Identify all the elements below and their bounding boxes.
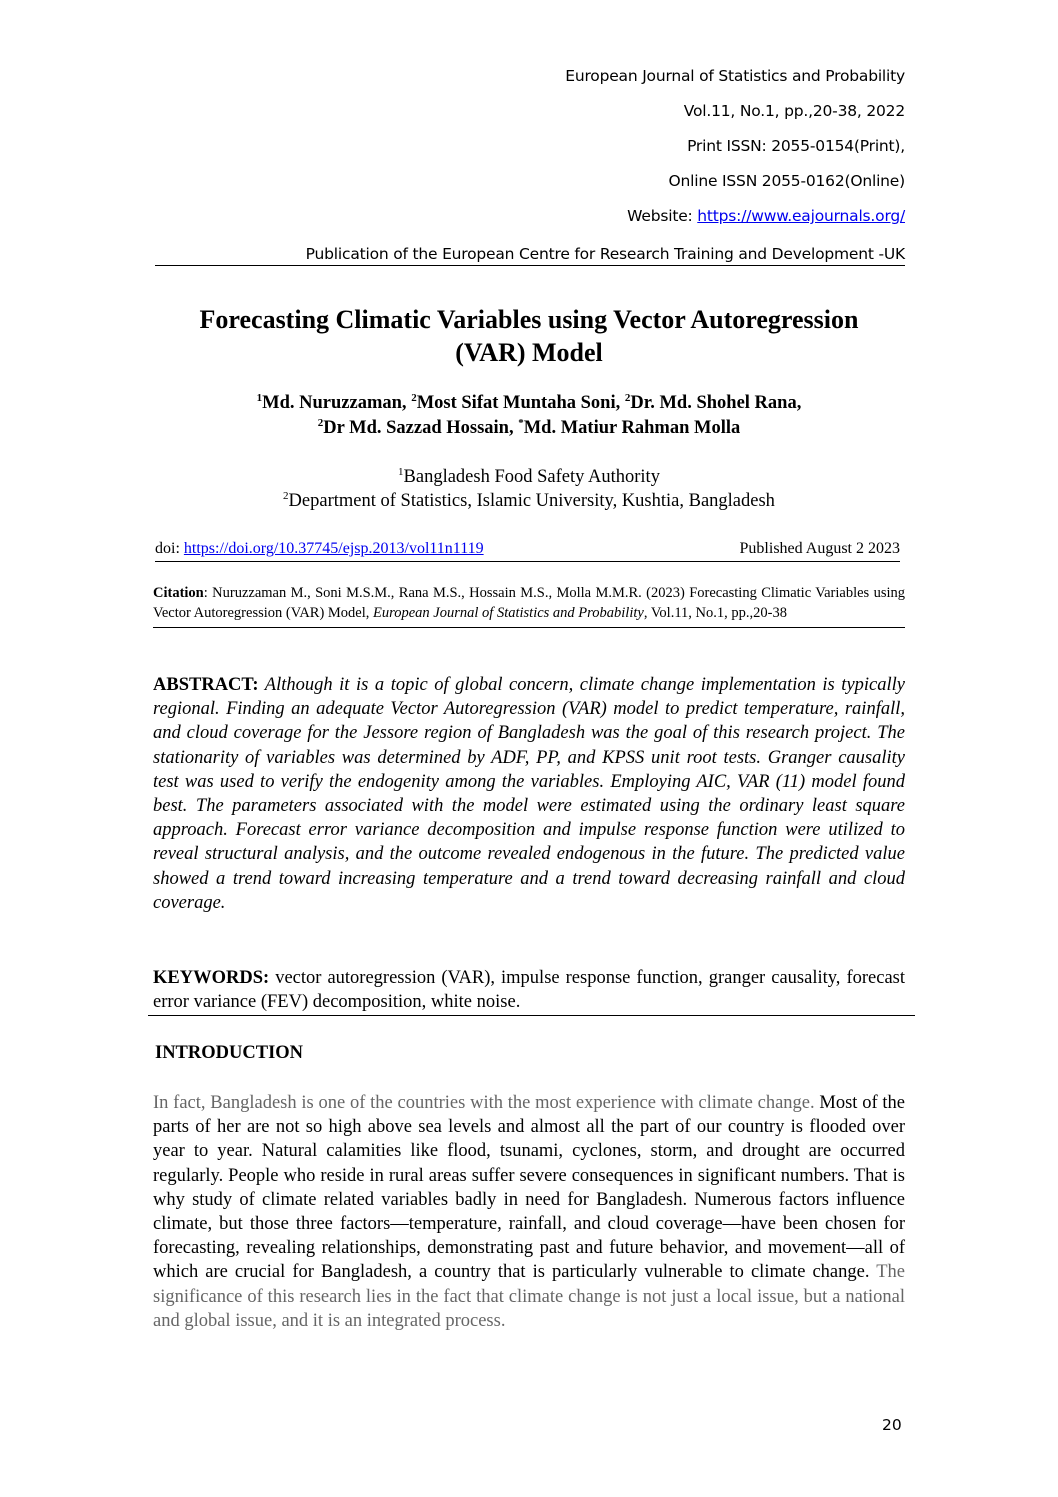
doi-label: doi: — [155, 540, 184, 557]
intro-body-text: Most of the parts of her are not so high above sea levels and almost all the part of our country is flooded over year to year. Natural calamities like flood, tsunami, cyclones, storm, and drought are occurred regularly. People who reside in rural areas suffer severe consequences in significant numbers. That is why study of climate related variables badly in need for Bangladesh. Numerous factors influence climate, but those three factors—temperature, rainfall, and cloud coverage—have been chosen for forecasting, revealing relationships, demonstrating past and future behavior, and movement—all of which are crucial for Bangladesh, a country that is particularly vulnerable to climate change. — [153, 1093, 905, 1283]
author-name: Dr. Md. Shohel Rana, — [630, 393, 802, 413]
keywords-divider — [148, 1015, 915, 1016]
citation-label: Citation — [153, 585, 204, 601]
author-list — [150, 391, 908, 441]
affiliation-text: Department of Statistics, Islamic University, Kushtia, Bangladesh — [288, 491, 775, 511]
author-name: Most Sifat Muntaha Soni, — [416, 393, 625, 413]
citation-block — [153, 583, 905, 628]
author-sup: 1 — [256, 391, 263, 404]
doi-link[interactable]: https://doi.org/10.37745/ejsp.2013/vol11n1119 — [183, 540, 484, 557]
introduction-paragraph — [153, 1091, 905, 1333]
title-line-1: Forecasting Climatic Variables using Vector Autoregression — [199, 305, 859, 334]
affiliation-sup: 2 — [283, 489, 289, 502]
online-issn: Online ISSN 2055-0162(Online) — [668, 172, 905, 190]
citation-text-end: , Vol.11, No.1, pp.,20-38 — [643, 605, 787, 621]
keywords-label: KEYWORDS: — [153, 968, 270, 988]
website-label: Website: — [627, 207, 698, 225]
keywords-text: vector autoregression (VAR), impulse response function, granger causality, forecast error variance (FEV) decomposition, white noise. — [153, 968, 905, 1012]
author-name: Dr Md. Sazzad Hossain, — [323, 418, 519, 438]
author-name: Md. Nuruzzaman, — [262, 393, 412, 413]
journal-volume: Vol.11, No.1, pp.,20-38, 2022 — [683, 102, 905, 120]
intro-grey-text-2: The significance of this research lies in the fact that climate change is not just a local issue, but a national and global issue, and it is an integrated process. — [153, 1262, 905, 1331]
author-sup: 2 — [624, 391, 631, 404]
author-name: Md. Matiur Rahman Molla — [523, 418, 741, 438]
introduction-heading: INTRODUCTION — [155, 1043, 304, 1063]
paper-title — [130, 303, 928, 369]
journal-name: European Journal of Statistics and Probability — [565, 67, 905, 85]
abstract-label: ABSTRACT: — [153, 675, 259, 695]
affiliation-text: Bangladesh Food Safety Authority — [403, 467, 660, 487]
journal-header — [145, 62, 905, 237]
page-number: 20 — [882, 1416, 902, 1434]
keywords-block — [153, 966, 905, 1014]
author-line-1 — [150, 391, 908, 416]
title-line-2: (VAR) Model — [455, 338, 603, 367]
print-issn: Print ISSN: 2055-0154(Print), — [687, 137, 905, 155]
affiliation-sup: 1 — [398, 465, 404, 478]
affiliation-1 — [150, 465, 908, 489]
publisher-line: Publication of the European Centre for Research Training and Development -UK — [155, 243, 905, 266]
affiliation-2 — [150, 489, 908, 513]
published-date: Published August 2 2023 — [739, 540, 900, 557]
doi-row — [155, 539, 900, 562]
intro-grey-text-1: In fact, Bangladesh is one of the countries with the most experience with climate change. — [153, 1093, 815, 1113]
author-sup: 2 — [317, 416, 324, 429]
author-line-2 — [150, 416, 908, 441]
website-link[interactable]: https://www.eajournals.org/ — [697, 207, 905, 225]
affiliations — [150, 465, 908, 513]
abstract-block — [153, 673, 905, 915]
author-sup: * — [518, 416, 524, 429]
citation-journal: European Journal of Statistics and Probability — [373, 605, 644, 621]
author-sup: 2 — [411, 391, 417, 404]
abstract-text: Although it is a topic of global concern, climate change implementation is typically regional. Finding an adequate Vector Autoregression (VAR) model to predict temperature, rainfall, and cloud coverage for the Jessore region of Bangladesh was the goal of this research project. The stationarity of variables was determined by ADF, PP, and KPSS unit root tests. Granger causality test was used to verify the endogenity among the variables. Employing AIC, VAR (11) model found best. The parameters associated with the model were estimated using the ordinary least square approach. Forecast error variance decomposition and impulse response function were utilized to reveal structural analysis, and the outcome revealed endogenous in the future. The predicted value showed a trend toward increasing temperature and a trend toward decreasing rainfall and cloud coverage. — [153, 675, 905, 913]
citation-text: : Nuruzzaman M., Soni M.S.M., Rana M.S., Hossain M.S., Molla M.M.R. (2023) Forecasting Climatic Variables using Vector Autoregression (VAR) Model, — [153, 585, 905, 621]
journal-website — [145, 202, 905, 237]
